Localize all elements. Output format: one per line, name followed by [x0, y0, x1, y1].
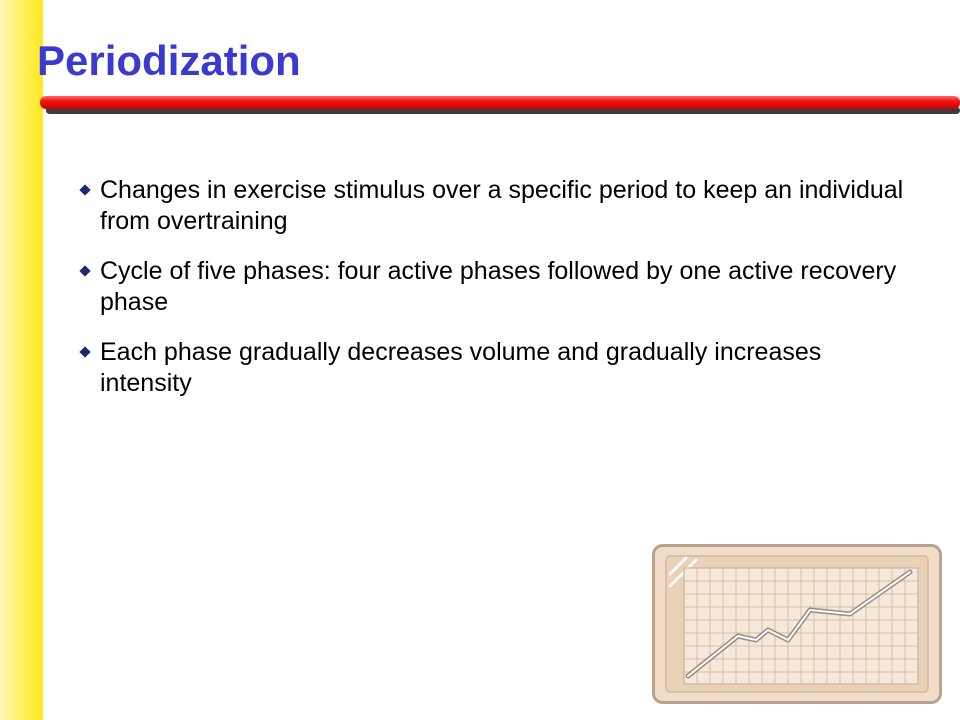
slide-title: Periodization — [37, 37, 301, 84]
bullet-text: Changes in exercise stimulus over a specific period to keep an individual from overtraining — [100, 176, 904, 235]
bullet-text: Cycle of five phases: four active phases followed by one active recovery phase — [100, 257, 897, 316]
bullet-item — [78, 256, 918, 318]
bullet-item — [78, 337, 918, 399]
left-accent-band — [0, 0, 43, 720]
diamond-bullet-icon — [79, 265, 90, 276]
bullet-text: Each phase gradually decreases volume and gradually increases intensity — [100, 338, 822, 397]
line-chart-icon — [652, 544, 942, 704]
diamond-bullet-icon — [79, 184, 90, 195]
diamond-bullet-icon — [79, 346, 90, 357]
bullet-list — [78, 175, 918, 418]
title-underline-bar — [40, 96, 960, 109]
title-underline — [40, 96, 960, 120]
bullet-item — [78, 175, 918, 237]
